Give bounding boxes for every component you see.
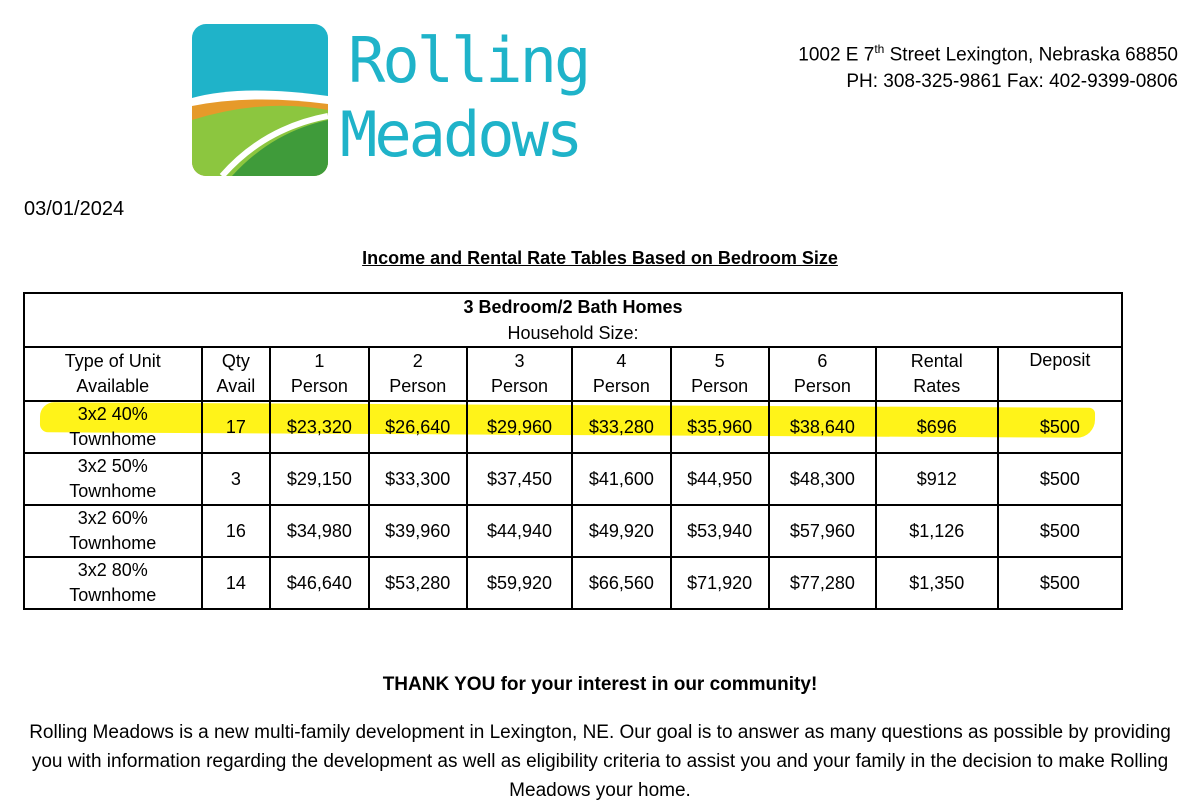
table-cell: $49,920	[572, 505, 670, 557]
table-cell: $33,300	[369, 453, 467, 505]
table-caption: 3 Bedroom/2 Bath Homes Household Size:	[24, 293, 1122, 347]
table-cell: $1,126	[876, 505, 998, 557]
table-cell: $912	[876, 453, 998, 505]
table-cell: 16	[202, 505, 271, 557]
meadow-logo-icon	[192, 24, 328, 176]
table-row	[24, 557, 1122, 609]
phone-fax: PH: 308-325-9861 Fax: 402-9399-0806	[846, 71, 1178, 93]
company-logo	[190, 20, 589, 180]
table-cell: $57,960	[769, 505, 876, 557]
logo-word-meadows: Meadows	[340, 98, 581, 171]
table-cell: $37,450	[467, 453, 572, 505]
table-cell: $696	[876, 401, 998, 453]
table-cell: $35,960	[671, 401, 769, 453]
column-header: Type of Unit Available	[24, 347, 202, 401]
logo-word-rolling: Rolling	[348, 24, 589, 97]
table-cell: $71,920	[671, 557, 769, 609]
contact-address	[798, 36, 1178, 95]
table-cell: $66,560	[572, 557, 670, 609]
table-cell: $53,940	[671, 505, 769, 557]
street-address: 1002 E 7th Street Lexington, Nebraska 68850	[798, 42, 1178, 66]
table-cell: $44,940	[467, 505, 572, 557]
income-rate-table	[23, 292, 1123, 610]
table-cell: 17	[202, 401, 271, 453]
column-header: Rental Rates	[876, 347, 998, 401]
table-cell: $34,980	[270, 505, 368, 557]
table-cell: $1,350	[876, 557, 998, 609]
document-date: 03/01/2024	[24, 198, 125, 220]
table-cell: $500	[998, 401, 1122, 453]
table-cell: $77,280	[769, 557, 876, 609]
table-cell: 14	[202, 557, 271, 609]
unit-type-cell: 3x2 60% Townhome	[24, 505, 202, 557]
table-cell: $46,640	[270, 557, 368, 609]
table-cell: $59,920	[467, 557, 572, 609]
column-header: 6 Person	[769, 347, 876, 401]
intro-paragraph: Rolling Meadows is a new multi-family development in Lexington, NE. Our goal is to answer as many questions as possible by providing you with information regarding the development as well as eligibility criteria to assist you and your family in the decision to make Rolling Meadows your home.	[29, 722, 1171, 801]
table-cell: $41,600	[572, 453, 670, 505]
column-header: 4 Person	[572, 347, 670, 401]
table-cell: $500	[998, 453, 1122, 505]
table-cell: 3	[202, 453, 271, 505]
table-cell: $44,950	[671, 453, 769, 505]
column-header: 3 Person	[467, 347, 572, 401]
unit-type-cell: 3x2 80% Townhome	[24, 557, 202, 609]
table-cell: $29,150	[270, 453, 368, 505]
column-header: Deposit	[998, 347, 1122, 401]
column-header: 1 Person	[270, 347, 368, 401]
table-cell: $33,280	[572, 401, 670, 453]
table-cell: $26,640	[369, 401, 467, 453]
table-cell: $39,960	[369, 505, 467, 557]
column-header: Qty Avail	[202, 347, 271, 401]
table-cell: $48,300	[769, 453, 876, 505]
table-row	[24, 453, 1122, 505]
thank-you-heading: THANK YOU for your interest in our community!	[382, 674, 818, 695]
table-row	[24, 401, 1122, 453]
table-header-row	[24, 347, 1122, 401]
table-cell: $500	[998, 557, 1122, 609]
column-header: 2 Person	[369, 347, 467, 401]
table-cell: $23,320	[270, 401, 368, 453]
table-cell: $38,640	[769, 401, 876, 453]
document-title: Income and Rental Rate Tables Based on Bedroom Size	[362, 248, 838, 268]
table-row	[24, 505, 1122, 557]
table-cell: $500	[998, 505, 1122, 557]
unit-type-cell: 3x2 40% Townhome	[24, 401, 202, 453]
unit-type-cell: 3x2 50% Townhome	[24, 453, 202, 505]
table-cell: $53,280	[369, 557, 467, 609]
column-header: 5 Person	[671, 347, 769, 401]
table-cell: $29,960	[467, 401, 572, 453]
